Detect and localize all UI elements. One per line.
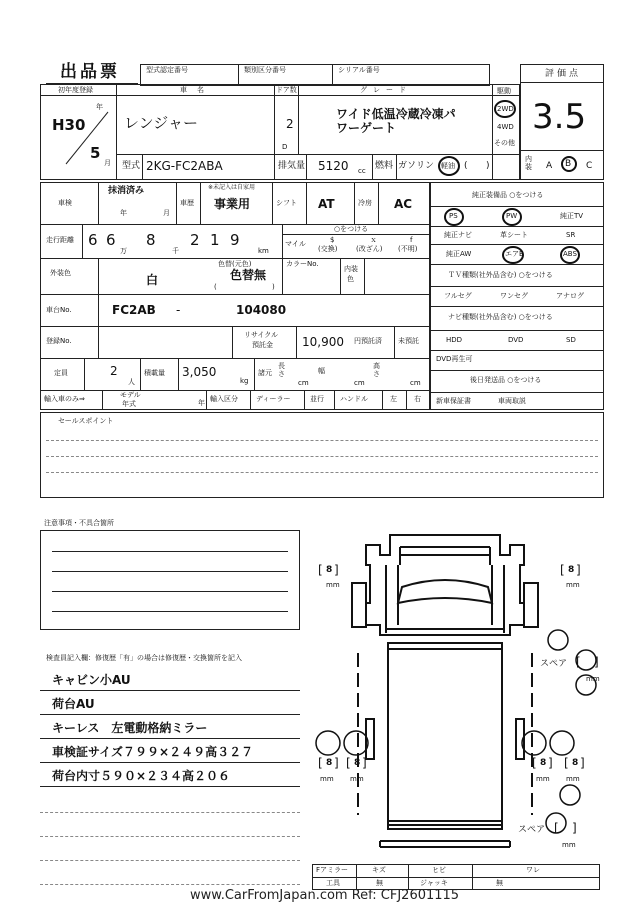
- tire-rear-right-inner: 8: [540, 758, 547, 768]
- recycle-fee: 10,900: [302, 335, 344, 349]
- drive-other: その他: [494, 139, 515, 147]
- sheet-title: 出品票: [60, 62, 120, 82]
- first-reg-year: H30: [52, 116, 86, 134]
- first-reg-label: 初年度登録: [58, 86, 93, 94]
- truck-diagram: [300, 525, 600, 860]
- exterior-color: 白: [146, 273, 159, 287]
- serial-label: シリアル番号: [338, 66, 380, 74]
- score-label: 評価点: [545, 69, 582, 79]
- drive-2wd: 2WD: [497, 105, 514, 113]
- chassis-prefix: FC2AB: [112, 303, 156, 317]
- mileage-digit-4: 2: [190, 231, 200, 249]
- header-id-fields: [140, 64, 490, 86]
- doors: 2: [286, 117, 294, 131]
- displacement: 5120: [318, 159, 349, 173]
- car-name-label: 車名: [180, 86, 214, 94]
- air-conditioner: AC: [394, 197, 413, 211]
- note-line-1: キャビン小AU: [52, 673, 131, 687]
- grade-line1: ワイド低温冷蔵冷凍パ: [336, 107, 456, 121]
- mileage-digit-3: 8: [146, 231, 156, 249]
- model-code: 2KG-FC2ABA: [146, 159, 223, 173]
- mileage-digit-2: 6: [106, 231, 116, 249]
- drive-4wd: 4WD: [497, 123, 514, 131]
- fuel-gasoline: ガソリン: [398, 161, 435, 171]
- load-capacity: 3,050: [182, 365, 217, 379]
- mileage-digit-1: 6: [88, 231, 98, 249]
- seats: 2: [110, 364, 118, 378]
- inspection-status: 抹消済み: [108, 186, 145, 196]
- tire-rear-right-outer: 8: [572, 758, 579, 768]
- tire-rear-left-outer: 8: [326, 758, 333, 768]
- defect-notes-box: [40, 530, 300, 630]
- spare-label-lower: スペア: [518, 825, 546, 835]
- chassis-number: 104080: [236, 303, 287, 317]
- note-line-4: 車検証サイズ７９９×２４９高３２７: [52, 745, 254, 759]
- doors-label: ドア数: [276, 86, 297, 94]
- fuel-diesel: 軽油: [441, 162, 455, 170]
- car-name: レンジャー: [124, 114, 198, 132]
- sales-point-box: [40, 412, 604, 498]
- grade-label: グレード: [360, 86, 412, 94]
- tire-front-right: 8: [568, 565, 575, 575]
- score-value: 3.5: [532, 97, 587, 137]
- mileage-digit-5: 1: [210, 231, 220, 249]
- shift-type: AT: [318, 197, 335, 211]
- grade-line2: ワーゲート: [336, 121, 397, 135]
- watermark-text: www.CarFromJapan.com Ref: CFJ2601115: [190, 888, 460, 903]
- note-line-2: 荷台AU: [52, 697, 95, 711]
- spare-label-upper: スペア: [540, 659, 568, 669]
- tire-front-left: 8: [326, 565, 333, 575]
- tire-rear-left-inner: 8: [354, 758, 361, 768]
- vehicle-history: 事業用: [214, 197, 251, 211]
- mileage-digit-6: 9: [230, 231, 240, 249]
- first-reg-month: 5: [90, 144, 101, 162]
- model-cert-label: 型式認定番号: [146, 66, 188, 74]
- note-line-5: 荷台内寸５９０×２３４高２０６: [52, 769, 231, 783]
- category-label: 類別区分番号: [244, 66, 286, 74]
- note-line-3: キーレス 左電動格納ミラー: [52, 721, 208, 735]
- repaint-status: 色替無: [230, 268, 267, 282]
